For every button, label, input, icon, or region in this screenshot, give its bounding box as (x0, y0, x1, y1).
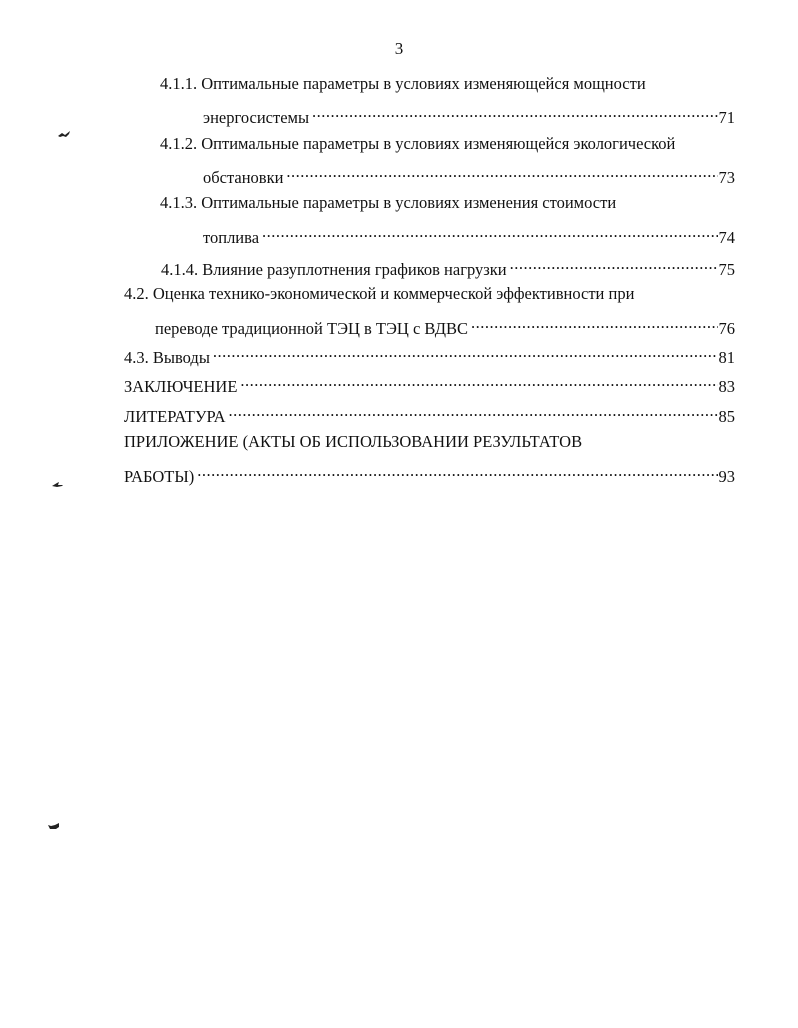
toc-entry-4-1-1[interactable] (203, 101, 735, 129)
toc-appendix-page: 93 (718, 467, 735, 486)
toc-entry-4-2[interactable] (155, 312, 735, 340)
toc-entry-4-1-4[interactable] (161, 253, 735, 281)
dot-leader (197, 460, 717, 482)
toc-conclusion-page: 83 (718, 377, 735, 396)
dot-leader (312, 101, 717, 123)
dot-leader (471, 312, 717, 334)
toc-4-1-3-title-line2: топлива (203, 228, 260, 247)
dot-leader (213, 341, 718, 363)
toc-4-1-2-page: 73 (718, 168, 735, 187)
dot-leader (510, 253, 718, 275)
toc-appendix-title-line2: РАБОТЫ) (124, 467, 195, 486)
toc-4-1-4-page: 75 (718, 260, 735, 279)
scan-mark-icon (57, 130, 71, 138)
toc-4-2-title-line2: переводе традиционной ТЭЦ в ТЭЦ с ВДВС (155, 319, 469, 338)
page-number: 3 (394, 39, 404, 58)
toc-literature-page: 85 (718, 407, 735, 426)
toc-entry-4-3[interactable] (124, 341, 735, 369)
dot-leader (229, 400, 718, 422)
toc-4-1-3-title-line1: 4.1.3. Оптимальные параметры в условиях изменения стоимости (160, 193, 617, 212)
toc-4-2-title-line1: 4.2. Оценка технико-экономической и коммерческой эффективности при (124, 284, 635, 303)
toc-literature-title: ЛИТЕРАТУРА (124, 407, 226, 426)
toc-4-1-2-title-line2: обстановки (203, 168, 284, 187)
scan-mark-icon (47, 822, 61, 830)
toc-4-1-4-title: 4.1.4. Влияние разуплотнения графиков нагрузки (161, 260, 507, 279)
scan-mark-icon (51, 481, 65, 489)
toc-4-2-page: 76 (718, 319, 735, 338)
toc-appendix-title-line1: ПРИЛОЖЕНИЕ (АКТЫ ОБ ИСПОЛЬЗОВАНИИ РЕЗУЛЬТАТОВ (124, 432, 583, 451)
toc-conclusion-title: ЗАКЛЮЧЕНИЕ (124, 377, 238, 396)
dot-leader (240, 370, 717, 392)
toc-entry-conclusion[interactable] (124, 370, 735, 398)
toc-4-3-page: 81 (718, 348, 735, 367)
toc-4-1-1-title-line2: энергосистемы (203, 108, 310, 127)
toc-entry-appendix[interactable] (124, 460, 735, 488)
toc-4-3-title: 4.3. Выводы (124, 348, 210, 367)
toc-entry-4-1-2[interactable] (203, 161, 735, 189)
dot-leader (262, 221, 717, 243)
toc-4-1-2-title-line1: 4.1.2. Оптимальные параметры в условиях изменяющейся экологической (160, 134, 676, 153)
toc-4-1-1-page: 71 (718, 108, 735, 127)
toc-entry-literature[interactable] (124, 400, 735, 428)
toc-entry-4-1-3[interactable] (203, 221, 735, 249)
toc-4-1-1-title-line1: 4.1.1. Оптимальные параметры в условиях изменяющейся мощности (160, 74, 646, 93)
toc-4-1-3-page: 74 (718, 228, 735, 247)
dot-leader (286, 161, 717, 183)
